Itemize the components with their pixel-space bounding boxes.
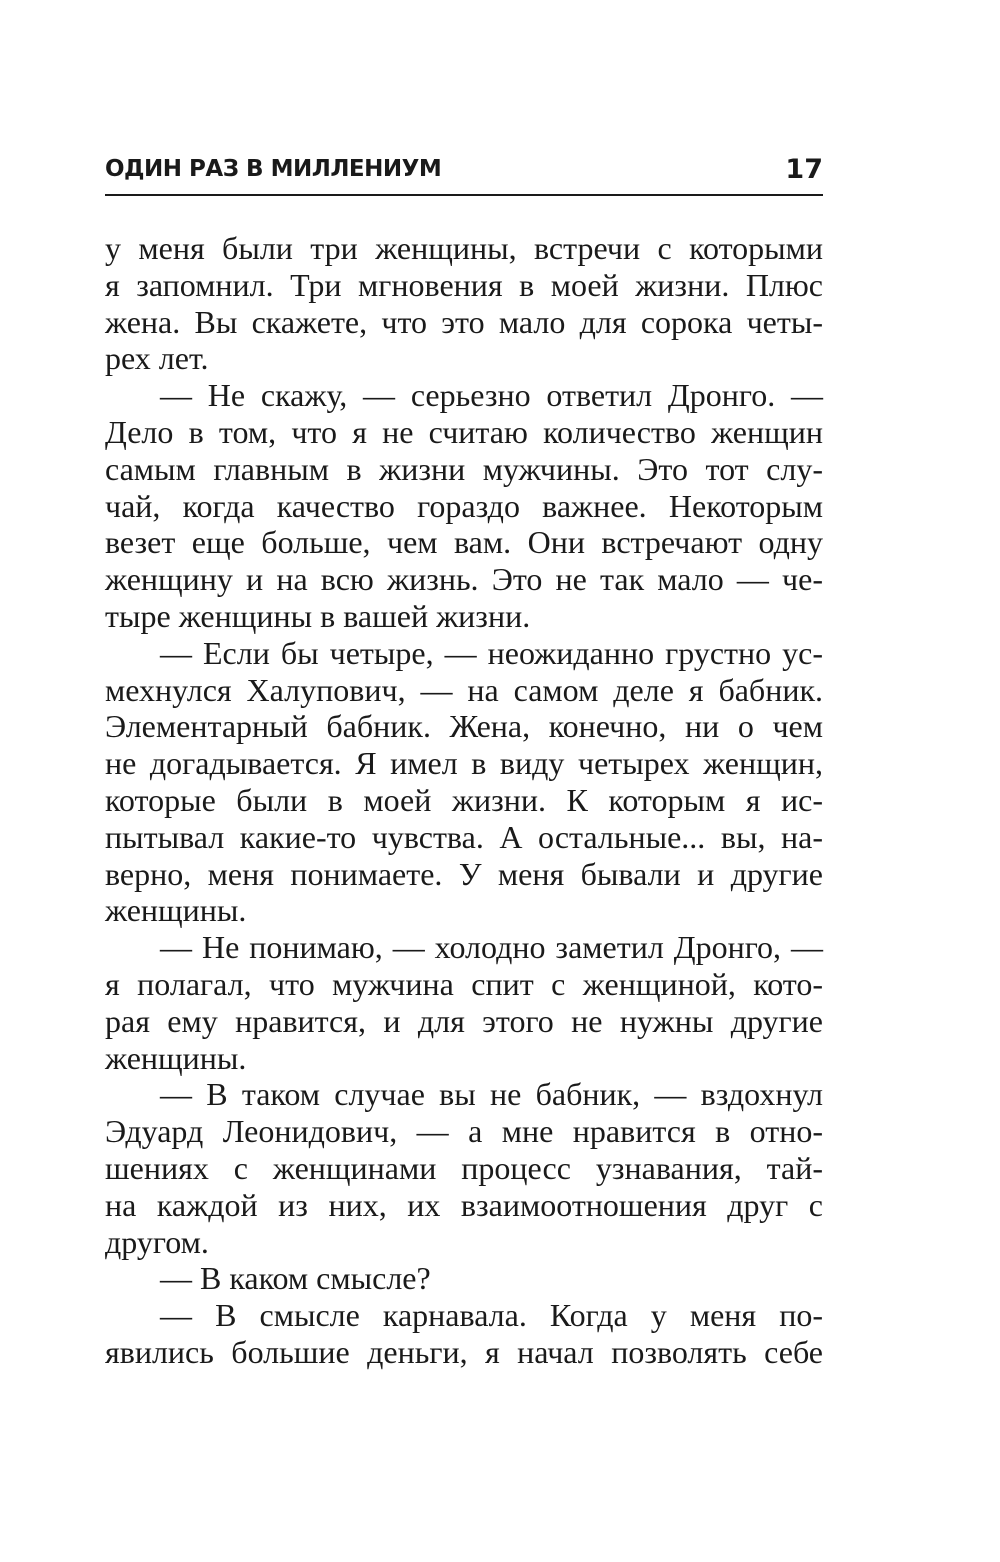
text-line: не догадывается. Я имел в виду четырех женщин, xyxy=(105,745,823,782)
running-header xyxy=(105,150,823,196)
text-line: я запомнил. Три мгновения в моей жизни. Плюс xyxy=(105,266,823,303)
text-line: на каждой из них, их взаимоотношения друг с xyxy=(105,1186,823,1223)
text-line: у меня были три женщины, встречи с которыми xyxy=(105,230,823,266)
text-line: рая ему нравится, и для этого не нужны другие xyxy=(105,1002,823,1039)
text-line: — В смысле карнавала. Когда у меня по- xyxy=(160,1297,823,1334)
text-line: везет еще больше, чем вам. Они встречают одну xyxy=(105,524,823,561)
text-line: я полагал, что мужчина спит с женщиной, кото- xyxy=(105,965,823,1002)
text-line: — В каком смысле? xyxy=(160,1260,431,1297)
body-text xyxy=(105,230,823,1371)
text-line: другом. xyxy=(105,1223,209,1260)
text-line: женщины. xyxy=(105,1039,247,1076)
book-title: ОДИН РАЗ В МИЛЛЕНИУМ xyxy=(105,156,442,182)
text-line: — Если бы четыре, — неожиданно грустно ус- xyxy=(160,634,823,671)
text-line: чай, когда качество гораздо важнее. Некоторым xyxy=(105,487,823,524)
text-line: женщины. xyxy=(105,892,247,929)
text-line: — Не понимаю, — холодно заметил Дронго, — xyxy=(160,929,823,966)
text-line: шениях с женщинами процесс узнавания, тай- xyxy=(105,1149,823,1186)
text-line: Эдуард Леонидович, — а мне нравится в отно- xyxy=(105,1113,823,1150)
text-line: Элементарный бабник. Жена, конечно, ни о чем xyxy=(105,708,823,745)
text-line: тыре женщины в вашей жизни. xyxy=(105,597,531,634)
text-line: самым главным в жизни мужчины. Это тот слу- xyxy=(105,450,823,487)
text-line: явились большие деньги, я начал позволять себе xyxy=(105,1333,823,1370)
text-line: — Не скажу, — серьезно ответил Дронго. — xyxy=(160,377,823,414)
text-line: пытывал какие-то чувства. А остальные... вы, на- xyxy=(105,818,823,855)
text-line: женщину и на всю жизнь. Это не так мало — че- xyxy=(105,561,823,598)
text-line: верно, меня понимаете. У меня бывали и другие xyxy=(105,855,823,892)
text-line: — В таком случае вы не бабник, — вздохнул xyxy=(160,1076,823,1113)
text-line: мехнулся Халупович, — на самом деле я бабник. xyxy=(105,671,823,708)
text-line: жена. Вы скажете, что это мало для сорока четы- xyxy=(105,303,823,340)
page-number: 17 xyxy=(785,154,823,185)
text-line: Дело в том, что я не считаю количество женщин xyxy=(105,413,823,450)
text-line: которые были в моей жизни. К которым я ис- xyxy=(105,781,823,818)
text-line: рех лет. xyxy=(105,340,209,377)
